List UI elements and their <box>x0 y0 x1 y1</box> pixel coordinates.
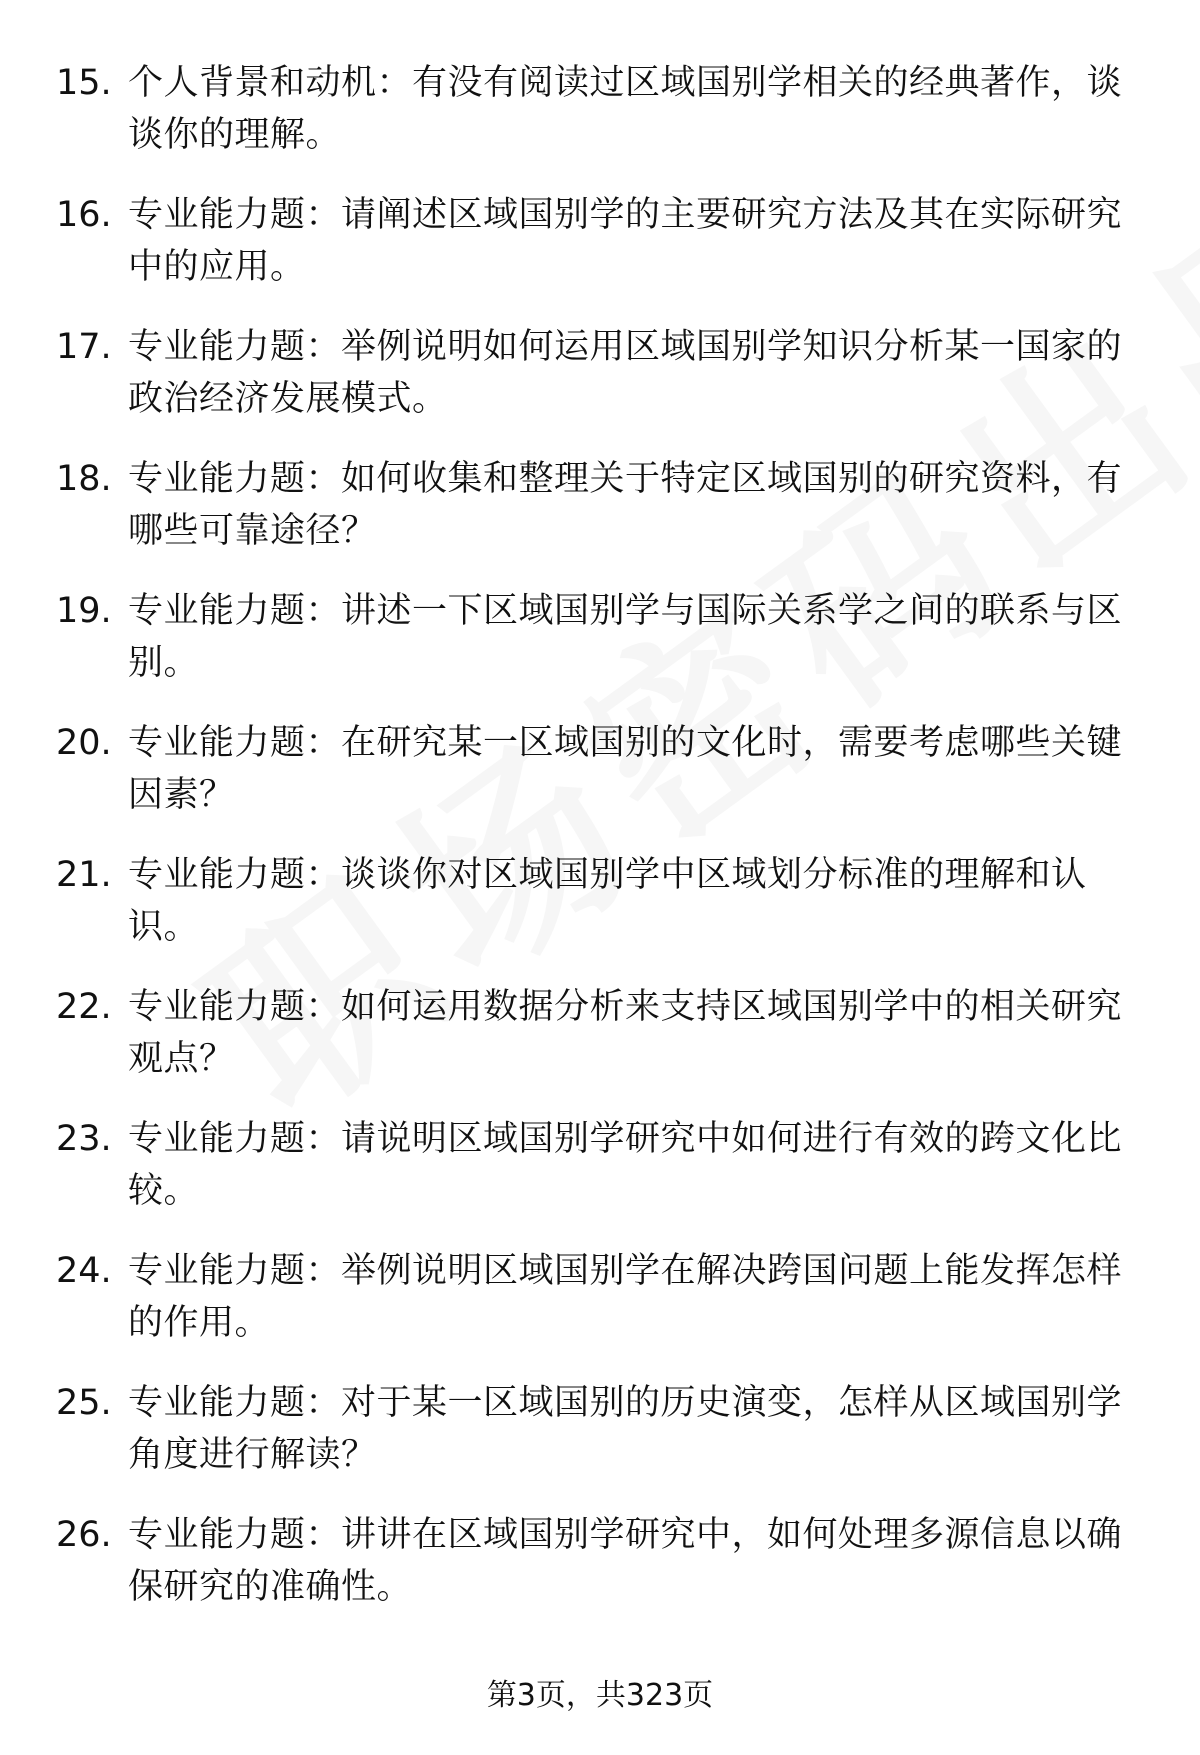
question-item <box>0 1113 1200 1245</box>
question-number: 23. <box>56 1119 112 1159</box>
question-list <box>0 57 1200 1641</box>
question-item <box>0 981 1200 1113</box>
question-text: 专业能力题：谈谈你对区域国别学中区域划分标准的理解和认识。 <box>128 855 1087 947</box>
question-item <box>0 1245 1200 1377</box>
question-item <box>0 1509 1200 1641</box>
question-item <box>0 189 1200 321</box>
question-text: 专业能力题：在研究某一区域国别的文化时，需要考虑哪些关键因素？ <box>128 723 1123 815</box>
question-number: 15. <box>56 63 112 103</box>
question-number: 24. <box>56 1251 112 1291</box>
question-item <box>0 453 1200 585</box>
page-footer: 第3页，共323页 <box>486 1678 714 1713</box>
question-text: 专业能力题：如何收集和整理关于特定区域国别的研究资料，有哪些可靠途径？ <box>128 459 1123 551</box>
question-number: 22. <box>56 987 112 1027</box>
question-item <box>0 585 1200 717</box>
question-item <box>0 321 1200 453</box>
question-number: 20. <box>56 723 112 763</box>
question-item <box>0 1377 1200 1509</box>
question-text: 个人背景和动机：有没有阅读过区域国别学相关的经典著作，谈谈你的理解。 <box>128 63 1123 155</box>
question-number: 25. <box>56 1383 112 1423</box>
question-item <box>0 57 1200 189</box>
question-number: 17. <box>56 327 112 367</box>
question-number: 26. <box>56 1515 112 1555</box>
question-text: 专业能力题：举例说明区域国别学在解决跨国问题上能发挥怎样的作用。 <box>128 1251 1123 1343</box>
question-item <box>0 717 1200 849</box>
question-item <box>0 849 1200 981</box>
question-number: 16. <box>56 195 112 235</box>
question-text: 专业能力题：对于某一区域国别的历史演变，怎样从区域国别学角度进行解读？ <box>128 1383 1123 1475</box>
question-text: 专业能力题：讲述一下区域国别学与国际关系学之间的联系与区别。 <box>128 591 1123 683</box>
question-text: 专业能力题：请说明区域国别学研究中如何进行有效的跨文化比较。 <box>128 1119 1123 1211</box>
question-text: 专业能力题：如何运用数据分析来支持区域国别学中的相关研究观点？ <box>128 987 1123 1079</box>
question-text: 专业能力题：讲讲在区域国别学研究中，如何处理多源信息以确保研究的准确性。 <box>128 1515 1123 1607</box>
question-text: 专业能力题：举例说明如何运用区域国别学知识分析某一国家的政治经济发展模式。 <box>128 327 1123 419</box>
question-number: 19. <box>56 591 112 631</box>
question-number: 18. <box>56 459 112 499</box>
question-text: 专业能力题：请阐述区域国别学的主要研究方法及其在实际研究中的应用。 <box>128 195 1123 287</box>
question-number: 21. <box>56 855 112 895</box>
